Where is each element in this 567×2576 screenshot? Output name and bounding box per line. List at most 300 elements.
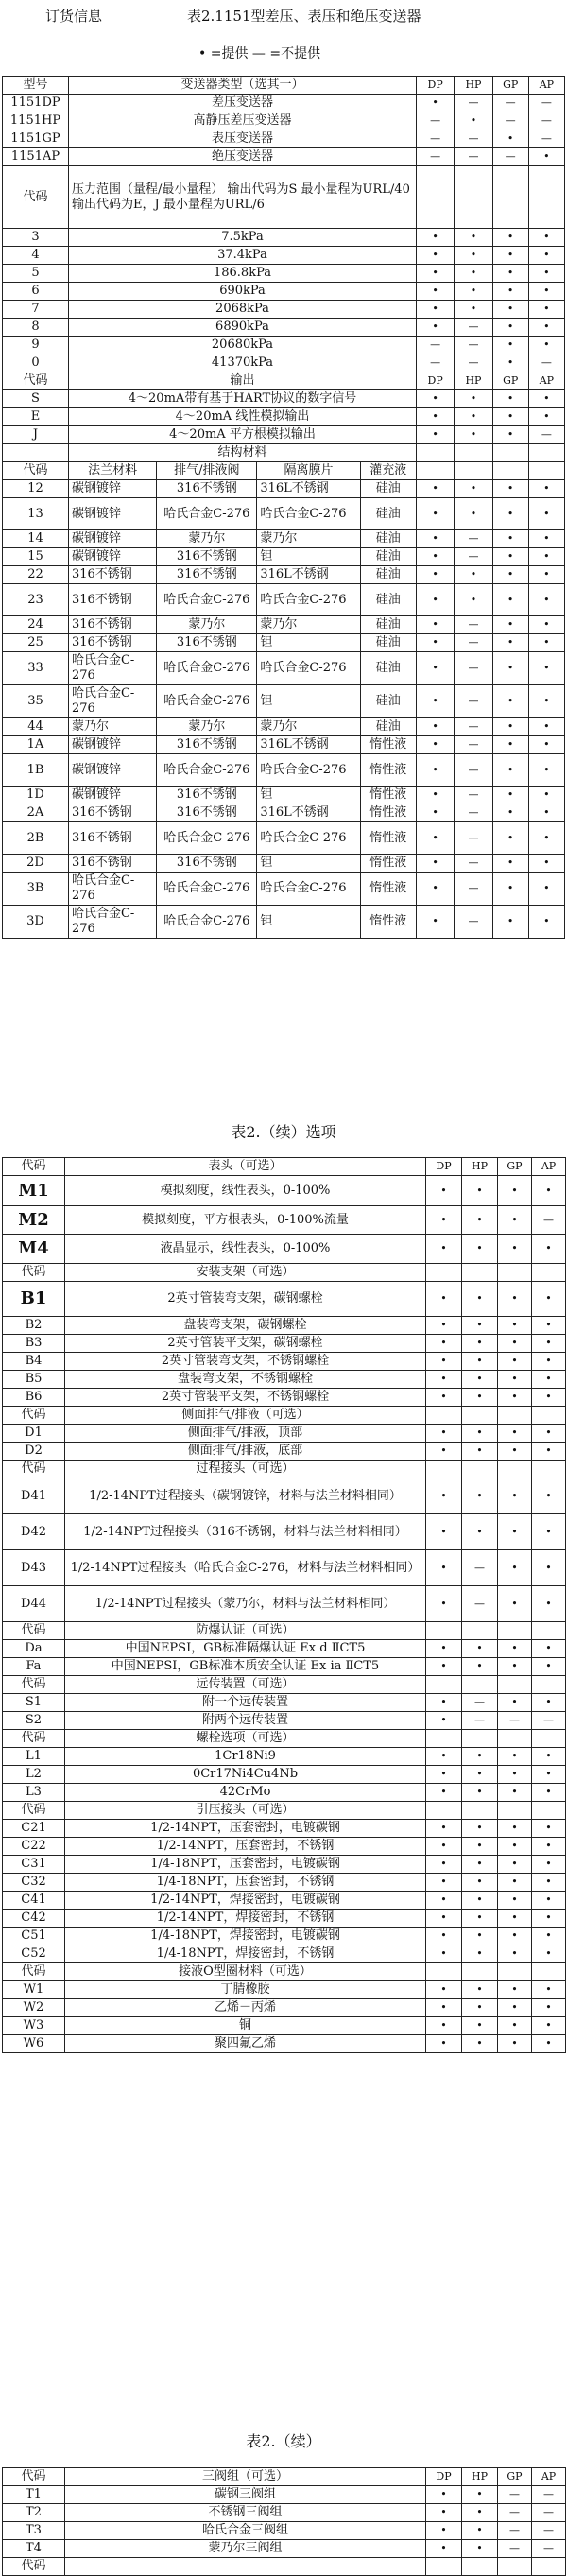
option-desc: 碳钢三阀组 (65, 2486, 426, 2504)
option-code: C32 (3, 1874, 65, 1892)
availability-cell: HP (462, 2468, 498, 2486)
option-row (3, 1874, 566, 1892)
availability-cell: • (426, 1317, 462, 1335)
availability-cell: • (532, 1856, 566, 1874)
diaphragm-material: 钽 (257, 906, 360, 939)
flange-material: 碳钢镀锌 (68, 736, 156, 754)
availability-cell: — (532, 2486, 566, 2504)
range-code: 0 (3, 354, 69, 372)
range-code: 6 (3, 283, 69, 301)
range-code: 5 (3, 265, 69, 283)
availability-cell: • (498, 1694, 532, 1712)
availability-cell: • (498, 1892, 532, 1910)
availability-cell: • (462, 1317, 498, 1335)
material-code: 13 (3, 498, 69, 530)
availability-cell: • (426, 1910, 462, 1928)
material-code: 14 (3, 530, 69, 548)
option-row (3, 1748, 566, 1766)
flange-material: 碳钢镀锌 (68, 548, 156, 566)
availability-cell: • (492, 319, 528, 337)
availability-cell: • (426, 1712, 462, 1730)
availability-cell: • (426, 1892, 462, 1910)
option-code: L3 (3, 1784, 65, 1802)
range-row (3, 301, 565, 319)
availability-cell: • (462, 1766, 498, 1784)
availability-cell: HP (455, 372, 492, 390)
availability-cell: • (532, 2035, 566, 2053)
material-code: 2B (3, 822, 69, 855)
option-code: B2 (3, 1317, 65, 1335)
option-row (3, 1335, 566, 1353)
section-title: 侧面排气/排液（可选） (65, 1407, 426, 1425)
availability-cell: • (462, 1820, 498, 1838)
option-row (3, 1712, 566, 1730)
material-row (3, 652, 565, 685)
diaphragm-material: 哈氏合金C-276 (257, 873, 360, 906)
availability-cell: • (532, 1766, 566, 1784)
valve-material: 蒙乃尔 (157, 718, 257, 736)
availability-cell: — (498, 2540, 532, 2558)
availability-cell: • (528, 822, 564, 855)
availability-cell: • (462, 1856, 498, 1874)
range-row (3, 319, 565, 337)
fill-fluid: 硅油 (360, 652, 416, 685)
option-row (3, 1658, 566, 1676)
availability-cell: — (455, 787, 492, 804)
availability-cell: DP (417, 77, 455, 95)
availability-cell: • (417, 229, 455, 247)
availability-cell: — (498, 1712, 532, 1730)
option-desc: 1/4-18NPT，压套密封，电镀碳钢 (65, 1856, 426, 1874)
availability-cell: • (426, 1371, 462, 1389)
availability-cell: • (455, 112, 492, 130)
option-desc: 42CrMo (65, 1784, 426, 1802)
availability-cell: • (532, 1928, 566, 1945)
availability-cell: • (426, 1353, 462, 1371)
availability-cell: • (532, 1282, 566, 1317)
option-code: M2 (3, 1206, 65, 1235)
empty-cell (455, 166, 492, 229)
availability-cell: • (492, 822, 528, 855)
option-row (3, 1820, 566, 1838)
material-row (3, 685, 565, 718)
valve-material: 316不锈钢 (157, 855, 257, 873)
availability-cell: • (492, 652, 528, 685)
material-row (3, 736, 565, 754)
availability-cell: • (532, 1371, 566, 1389)
availability-cell: • (528, 408, 564, 426)
model-code: 1151HP (3, 112, 69, 130)
material-code: 12 (3, 480, 69, 498)
model-desc: 差压变送器 (68, 95, 416, 112)
material-code: 1A (3, 736, 69, 754)
flange-material: 碳钢镀锌 (68, 530, 156, 548)
availability-cell: • (532, 1514, 566, 1550)
valve-material: 316不锈钢 (157, 634, 257, 652)
flange-header: 法兰材料 (68, 462, 156, 480)
availability-cell: • (426, 1928, 462, 1945)
range-value: 7.5kPa (68, 229, 416, 247)
option-row (3, 1640, 566, 1658)
code-header: 代码 (3, 462, 69, 480)
valve-material: 哈氏合金C-276 (157, 652, 257, 685)
availability-cell: • (462, 1892, 498, 1910)
flange-material: 碳钢镀锌 (68, 787, 156, 804)
availability-cell: • (417, 548, 455, 566)
table3-title: 表2.（续） (246, 2432, 321, 2450)
availability-cell: • (498, 1176, 532, 1206)
availability-cell: — (532, 2504, 566, 2522)
option-row (3, 1425, 566, 1443)
fill-fluid: 惰性液 (360, 873, 416, 906)
diaphragm-material: 蒙乃尔 (257, 718, 360, 736)
availability-cell (498, 1407, 532, 1425)
availability-cell (426, 2558, 462, 2576)
section-title: 过程接头（可选） (65, 1461, 426, 1478)
availability-cell: • (528, 530, 564, 548)
diaphragm-material: 哈氏合金C-276 (257, 652, 360, 685)
availability-cell: • (532, 1981, 566, 1999)
availability-cell (498, 1676, 532, 1694)
fill-fluid: 惰性液 (360, 804, 416, 822)
option-desc: 1/2-14NPT过程接头（哈氏合金C-276，材料与法兰材料相同） (65, 1550, 426, 1586)
empty-cell (455, 462, 492, 480)
option-row (3, 1389, 566, 1407)
option-desc: 蒙乃尔三阀组 (65, 2540, 426, 2558)
availability-cell: • (498, 1317, 532, 1335)
availability-cell: • (528, 906, 564, 939)
availability-cell (462, 1622, 498, 1640)
availability-cell: • (528, 584, 564, 616)
diaphragm-material: 钽 (257, 548, 360, 566)
availability-cell: • (455, 390, 492, 408)
fill-header: 灌充液 (360, 462, 416, 480)
material-row (3, 804, 565, 822)
empty-cell (3, 444, 69, 462)
range-header-desc: 压力范围（量程/最小量程） 输出代码为S 最小量程为URL/40 输出代码为E，J 最小量程为URL/6 (68, 166, 416, 229)
option-code: B5 (3, 1371, 65, 1389)
manifold-table (2, 2467, 566, 2576)
availability-cell: • (455, 283, 492, 301)
availability-cell: — (492, 95, 528, 112)
availability-cell: • (532, 1999, 566, 2017)
availability-cell (462, 1676, 498, 1694)
option-row (3, 1892, 566, 1910)
option-code: S2 (3, 1712, 65, 1730)
availability-cell: • (426, 1784, 462, 1802)
option-row (3, 1694, 566, 1712)
availability-cell: • (417, 408, 455, 426)
options-table (2, 1157, 566, 2053)
availability-cell: • (528, 390, 564, 408)
availability-cell: — (455, 754, 492, 787)
availability-cell: • (417, 95, 455, 112)
availability-cell: • (462, 2504, 498, 2522)
material-row (3, 566, 565, 584)
availability-cell (498, 1264, 532, 1282)
output-header-row (3, 372, 565, 390)
availability-cell: • (528, 873, 564, 906)
availability-cell (498, 1622, 532, 1640)
option-row (3, 1838, 566, 1856)
material-row (3, 754, 565, 787)
option-code: C42 (3, 1910, 65, 1928)
availability-cell: — (492, 148, 528, 166)
option-desc: 1/2-14NPT，压套密封，电镀碳钢 (65, 1820, 426, 1838)
availability-cell: • (532, 1317, 566, 1335)
availability-cell: • (492, 548, 528, 566)
material-row (3, 822, 565, 855)
option-desc: 侧面排气/排液，底部 (65, 1443, 426, 1461)
fill-fluid: 硅油 (360, 584, 416, 616)
availability-cell: — (498, 2486, 532, 2504)
option-desc: 中国NEPSI，GB标准本质安全认证 Ex ia ⅡCT5 (65, 1658, 426, 1676)
option-desc: 侧面排气/排液，顶部 (65, 1425, 426, 1443)
option-desc: 铜 (65, 2017, 426, 2035)
empty-cell (417, 166, 455, 229)
availability-cell: • (417, 718, 455, 736)
availability-cell: — (455, 736, 492, 754)
diaphragm-material: 哈氏合金C-276 (257, 498, 360, 530)
range-code: 8 (3, 319, 69, 337)
option-row (3, 1478, 566, 1514)
availability-cell: • (426, 1425, 462, 1443)
availability-cell: • (462, 1478, 498, 1514)
option-desc: 1/4-18NPT，压套密封，不锈钢 (65, 1874, 426, 1892)
availability-cell: • (492, 754, 528, 787)
model-header-row (3, 77, 565, 95)
availability-cell: • (426, 2486, 462, 2504)
flange-material: 316不锈钢 (68, 804, 156, 822)
model-code: 1151DP (3, 95, 69, 112)
availability-cell: — (455, 337, 492, 354)
fill-fluid: 硅油 (360, 498, 416, 530)
availability-cell: • (528, 148, 564, 166)
availability-cell: • (417, 906, 455, 939)
availability-cell: • (528, 229, 564, 247)
availability-cell (532, 1407, 566, 1425)
diaphragm-header: 隔离膜片 (257, 462, 360, 480)
option-code: M1 (3, 1176, 65, 1206)
availability-cell: • (528, 337, 564, 354)
availability-cell (426, 1802, 462, 1820)
availability-cell: — (498, 2522, 532, 2540)
availability-cell: • (462, 1838, 498, 1856)
valve-material: 316不锈钢 (157, 787, 257, 804)
availability-cell: • (498, 1371, 532, 1389)
availability-cell: — (532, 2522, 566, 2540)
diaphragm-material: 钽 (257, 855, 360, 873)
flange-material: 316不锈钢 (68, 855, 156, 873)
availability-cell: • (498, 1550, 532, 1586)
availability-cell: • (498, 1206, 532, 1235)
output-desc: 4～20mA带有基于HART协议的数字信号 (68, 390, 416, 408)
material-header-row (3, 462, 565, 480)
code-header: 代码 (3, 1802, 65, 1820)
flange-material: 316不锈钢 (68, 822, 156, 855)
diaphragm-material: 316L不锈钢 (257, 480, 360, 498)
option-row (3, 1282, 566, 1317)
option-desc: 盘装弯支架，碳钢螺栓 (65, 1317, 426, 1335)
option-row (3, 2558, 566, 2576)
option-desc: 1/2-14NPT过程接头（碳钢镀锌，材料与法兰材料相同） (65, 1478, 426, 1514)
availability-cell: — (455, 319, 492, 337)
availability-cell: — (528, 354, 564, 372)
availability-cell: • (426, 1748, 462, 1766)
availability-cell: — (455, 718, 492, 736)
availability-cell: • (528, 319, 564, 337)
section-header-row (3, 1407, 566, 1425)
availability-cell: — (528, 95, 564, 112)
material-code: 25 (3, 634, 69, 652)
availability-cell: DP (417, 372, 455, 390)
option-code: M4 (3, 1235, 65, 1264)
output-row (3, 408, 565, 426)
availability-cell: • (462, 2486, 498, 2504)
availability-cell: GP (498, 2468, 532, 2486)
option-code: 代码 (3, 2558, 65, 2576)
option-code: D1 (3, 1425, 65, 1443)
availability-cell: • (532, 1478, 566, 1514)
option-desc: 模拟刻度，线性表头，0-100% (65, 1176, 426, 1206)
availability-cell: • (528, 685, 564, 718)
availability-cell (426, 1622, 462, 1640)
availability-cell: • (426, 1694, 462, 1712)
option-desc: 1/2-14NPT，压套密封，不锈钢 (65, 1838, 426, 1856)
availability-cell: • (462, 2017, 498, 2035)
availability-cell: • (532, 1694, 566, 1712)
availability-cell: — (455, 906, 492, 939)
availability-cell: • (498, 2017, 532, 2035)
option-code: L2 (3, 1766, 65, 1784)
range-value: 41370kPa (68, 354, 416, 372)
option-code: T4 (3, 2540, 65, 2558)
option-code: W2 (3, 1999, 65, 2017)
option-desc: 盘装弯支架，不锈钢螺栓 (65, 1371, 426, 1389)
range-value: 6890kPa (68, 319, 416, 337)
availability-cell: • (455, 265, 492, 283)
option-row (3, 1784, 566, 1802)
availability-cell: • (528, 566, 564, 584)
availability-cell: • (532, 1353, 566, 1371)
availability-cell: • (455, 426, 492, 444)
empty-cell (417, 462, 455, 480)
option-desc: 2英寸管装平支架，碳钢螺栓 (65, 1335, 426, 1353)
section-header-row (3, 1963, 566, 1981)
availability-cell: AP (532, 1158, 566, 1176)
availability-cell: • (462, 1335, 498, 1353)
availability-cell (462, 1407, 498, 1425)
option-desc: 液晶显示，线性表头，0-100% (65, 1235, 426, 1264)
fill-fluid: 硅油 (360, 548, 416, 566)
availability-cell: • (498, 1910, 532, 1928)
option-desc: 1/4-18NPT，焊接密封，不锈钢 (65, 1945, 426, 1963)
availability-cell: • (498, 1874, 532, 1892)
option-desc: 0Cr17Ni4Cu4Nb (65, 1766, 426, 1784)
availability-cell: • (462, 1658, 498, 1676)
fill-fluid: 硅油 (360, 616, 416, 634)
availability-cell (532, 1963, 566, 1981)
availability-cell: • (492, 634, 528, 652)
availability-cell: • (528, 855, 564, 873)
availability-cell: • (498, 1981, 532, 1999)
availability-cell: — (498, 2504, 532, 2522)
flange-material: 碳钢镀锌 (68, 498, 156, 530)
model-desc: 高静压差压变送器 (68, 112, 416, 130)
option-row (3, 1371, 566, 1389)
diaphragm-material: 哈氏合金C-276 (257, 584, 360, 616)
option-code: D43 (3, 1550, 65, 1586)
material-row (3, 498, 565, 530)
availability-cell (498, 1963, 532, 1981)
availability-cell: • (498, 1478, 532, 1514)
availability-cell: • (532, 1586, 566, 1622)
availability-cell: • (455, 566, 492, 584)
availability-cell: • (492, 804, 528, 822)
availability-cell: — (462, 1586, 498, 1622)
availability-cell: — (462, 1694, 498, 1712)
diaphragm-material: 钽 (257, 634, 360, 652)
option-desc: 1/2-14NPT过程接头（蒙乃尔，材料与法兰材料相同） (65, 1586, 426, 1622)
availability-cell: • (426, 1820, 462, 1838)
availability-cell: — (455, 530, 492, 548)
option-desc: 1/2-14NPT，焊接密封，电镀碳钢 (65, 1892, 426, 1910)
availability-cell: • (492, 685, 528, 718)
option-code: C52 (3, 1945, 65, 1963)
empty-cell (492, 166, 528, 229)
model-code: 1151GP (3, 130, 69, 148)
availability-cell (532, 1802, 566, 1820)
material-code: 3B (3, 873, 69, 906)
availability-cell (426, 1461, 462, 1478)
availability-cell: • (426, 1586, 462, 1622)
availability-cell: • (492, 498, 528, 530)
availability-cell (498, 2558, 532, 2576)
flange-material: 碳钢镀锌 (68, 754, 156, 787)
option-desc: 附一个远传装置 (65, 1694, 426, 1712)
availability-cell: • (492, 265, 528, 283)
flange-material: 316不锈钢 (68, 616, 156, 634)
availability-cell: • (462, 1928, 498, 1945)
availability-cell: AP (528, 372, 564, 390)
availability-cell: • (492, 616, 528, 634)
option-desc: 乙烯－丙烯 (65, 1999, 426, 2017)
material-row (3, 873, 565, 906)
availability-cell: • (455, 498, 492, 530)
material-code: 44 (3, 718, 69, 736)
availability-cell: — (455, 822, 492, 855)
option-desc: 2英寸管装弯支架，碳钢螺栓 (65, 1282, 426, 1317)
availability-cell: • (532, 1892, 566, 1910)
availability-cell: • (417, 634, 455, 652)
flange-material: 蒙乃尔 (68, 718, 156, 736)
diaphragm-material: 蒙乃尔 (257, 616, 360, 634)
range-value: 690kPa (68, 283, 416, 301)
availability-cell: • (417, 804, 455, 822)
availability-cell (462, 1802, 498, 1820)
option-row (3, 1550, 566, 1586)
availability-cell: • (426, 1640, 462, 1658)
option-code: C41 (3, 1892, 65, 1910)
output-code: S (3, 390, 69, 408)
fill-fluid: 硅油 (360, 685, 416, 718)
material-code: 2A (3, 804, 69, 822)
availability-cell: • (455, 229, 492, 247)
availability-cell: • (417, 616, 455, 634)
section-header-row (3, 1264, 566, 1282)
availability-cell: • (498, 2035, 532, 2053)
availability-cell (532, 1264, 566, 1282)
